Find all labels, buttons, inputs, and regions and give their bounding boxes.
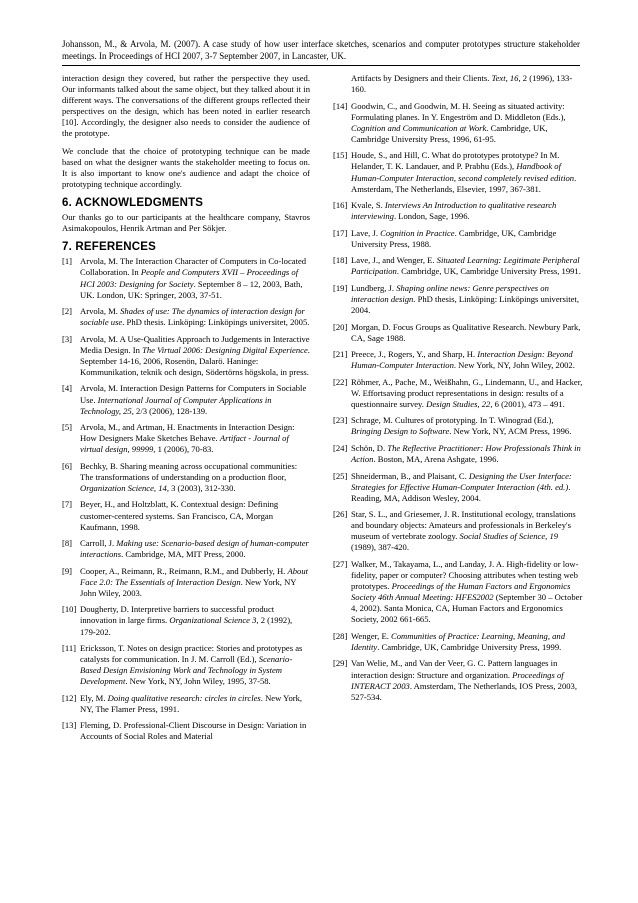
reference-item	[333, 443, 583, 465]
acknowledgments-text: Our thanks go to our participants at the healthcare company, Stavros Asimakopoulos, Henrik Artman and Per Sökjer.	[62, 212, 310, 234]
ref-post: 6 (2001), 473 – 491.	[492, 398, 565, 409]
ref-pre: Ely, M.	[80, 692, 108, 703]
ref-italic: Organizational Science 3	[169, 615, 257, 626]
ref-italic: Proceedings of the Human Factors and Ergonomics Society 46th Annual Meeting: HFES2002	[351, 581, 571, 603]
reference-number: [11]	[62, 643, 76, 654]
ref-post: . September 14-16, 2006, Rosenön, Dalarö. Haninge: Kommunikation, teknik och design, Södertörns högskola, in press.	[80, 344, 310, 377]
ref-pre: Wenger, E.	[351, 630, 392, 641]
ref-italic: About Face 2.0: The Essentials of Interaction Design	[80, 565, 309, 587]
reference-item	[333, 228, 583, 250]
reference-number: [19]	[333, 282, 348, 293]
reference-item	[333, 101, 583, 145]
reference-number: [9]	[62, 565, 73, 576]
reference-item	[333, 150, 583, 194]
ref-italic: Handbook of Human-Computer Interaction, second completely revised edition	[351, 161, 575, 183]
ref-post: . New York, NY John Wiley, 2003.	[80, 576, 297, 598]
ref-italic: Artifact - Journal of virtual design, 99999,	[80, 433, 289, 455]
reference-continuation	[333, 73, 583, 95]
ref-italic: The Reflective Practitioner: How Professionals Think in Action	[351, 442, 581, 465]
ref-pre: Lave, J.	[351, 227, 381, 238]
reference-number: [23]	[333, 415, 348, 426]
reference-item	[333, 377, 583, 410]
left-column	[62, 73, 310, 748]
reference-number: [17]	[333, 227, 348, 238]
reference-number: [24]	[333, 442, 348, 453]
reference-item	[62, 643, 310, 687]
ref-pre: Röhmer, A., Pache, M., Weißhahn, G., Lindemann, U., and Hacker, W. Effortsaving product representations in design: results of a questionnaire survey.	[351, 376, 583, 409]
ref-pre: Star, S. L., and Griesemer, J. R. Institutional ecology, translations and boundary objects: Amateurs and professionals in Berkeley's museum of vertebrate zoology.	[351, 509, 576, 542]
reference-item	[333, 559, 583, 626]
ref-post: . New York, NY, John Wiley, 1995, 37-58.	[125, 676, 271, 687]
ref-pre: Carroll, J.	[80, 538, 117, 549]
header-rule	[62, 65, 580, 66]
reference-number: [28]	[333, 630, 348, 641]
right-column	[333, 73, 583, 708]
ref-pre: Arvola, M. Interaction Design Patterns for Computers in Sociable Use.	[80, 383, 307, 405]
ref-italic: Communities of Practice: Learning, Meaning, and Identity	[351, 630, 566, 652]
reference-item	[333, 509, 583, 553]
reference-number: [6]	[62, 460, 73, 471]
ref-italic: People and Computers XVII – Proceedings of HCI 2003: Designing for Society	[80, 267, 299, 289]
ref-post: . Reading, MA, Addison Wesley, 2004.	[351, 481, 571, 503]
reference-number: [8]	[62, 538, 73, 549]
ref-italic: Interaction Design: Beyond Human-Computer Interaction	[351, 349, 573, 371]
reference-number: [21]	[333, 349, 348, 360]
ref-pre: Arvola, M. A Use-Qualities Approach to Judgements in Interactive Media Design. In	[80, 333, 310, 355]
ref-italic: Social Studies of Science, 19	[459, 531, 559, 542]
ref-post: . New York, NY, The Flamer Press, 1991.	[80, 692, 303, 714]
reference-number: [12]	[62, 692, 77, 703]
reference-item	[62, 383, 310, 416]
ref-pre: Ericksson, T. Notes on design practice: Stories and prototypes as catalysts for communication. In J. M. Carroll (Ed.),	[80, 643, 303, 665]
ref-italic: Shades of use: The dynamics of interaction design for sociable use	[80, 306, 305, 328]
ref-post: , 2 (1992), 179-202.	[80, 615, 293, 637]
ref-post: . Cambridge, MA, MIT Press, 2000.	[121, 549, 246, 560]
ref-post: . Cambridge, UK, Cambridge University Press, 1996, 61-95.	[351, 122, 548, 144]
reference-item	[333, 200, 583, 222]
ref-post: . Boston, MA, Arena Ashgate, 1996.	[373, 454, 499, 465]
acknowledgments-heading: 6. ACKNOWLEDGMENTS	[62, 196, 204, 209]
ref-post: (1989), 387-420.	[351, 542, 409, 553]
ref-post: (September 30 – October 4, 2002). Santa Monica, CA, Human Factors and Ergonomics Society, 2002 661-665.	[351, 592, 583, 625]
ref-italic: Shaping online news: Genre perspectives on interaction design	[351, 282, 549, 304]
ref-pre: Lundberg, J.	[351, 282, 397, 293]
reference-number: [3]	[62, 333, 73, 344]
reference-number: [25]	[333, 470, 348, 481]
ref-pre: Bechky, B. Sharing meaning across occupational communities: The transformations of understanding on a production floor,	[80, 460, 298, 482]
ref-pre: Morgan, D. Focus Groups as Qualitative Research. Newbury Park, CA, Sage 1988.	[351, 321, 581, 343]
reference-number: [16]	[333, 200, 348, 211]
reference-number: [18]	[333, 255, 348, 266]
reference-item	[62, 720, 310, 742]
reference-number: [15]	[333, 150, 348, 161]
reference-item	[333, 658, 583, 702]
reference-item	[333, 471, 583, 504]
reference-item	[62, 604, 310, 637]
ref-pre: Beyer, H., and Holtzblatt, K. Contextual design: Defining customer-centered systems. San Francisco, CA, Morgan Kaufmann, 1998.	[80, 499, 279, 532]
ref-post: . Cambridge, UK, Cambridge University Press, 1991.	[396, 266, 581, 277]
ref-pre: Houde, S., and Hill, C. What do prototypes prototype? In M. Helander, T. K. Landauer, and P. Prabhu (Eds.),	[351, 150, 560, 172]
reference-number: [13]	[62, 720, 77, 731]
reference-number: [27]	[333, 558, 348, 569]
ref-post: , 3 (2003), 312-330.	[166, 482, 236, 493]
ref-post: . Cambridge, UK, Cambridge University Press, 1988.	[351, 227, 557, 249]
ref-post: . New York, NY, John Wiley, 2002.	[453, 360, 575, 371]
reference-item	[62, 422, 310, 455]
reference-item	[62, 256, 310, 300]
ref-italic: International Journal of Computer Applications in Technology, 25	[80, 394, 272, 416]
reference-item	[333, 349, 583, 371]
ref-post: 2 (1996), 133-160.	[351, 73, 573, 95]
ref-post: . Amsterdam, The Netherlands, Elsevier, 1997, 367-381.	[351, 172, 577, 194]
running-header-citation: Johansson, M., & Arvola, M. (2007). A case study of how user interface sketches, scenarios and computer prototypes structure stakeholder meetings. In Proceedings of HCI 2007, 3-7 September 2007, in Lancaster, UK.	[62, 39, 580, 61]
reference-number: [4]	[62, 383, 73, 394]
reference-number: [14]	[333, 100, 348, 111]
references-heading: 7. REFERENCES	[62, 241, 156, 254]
reference-item	[62, 499, 310, 532]
reference-list-right	[333, 101, 583, 703]
ref-post: , 2/3 (2006), 128-139.	[131, 405, 208, 416]
ref-pre: Van Welie, M., and Van der Veer, G. C. Pattern languages in interaction design: Structure and organization.	[351, 658, 558, 680]
ref-italic: The Virtual 2006: Designing Digital Experience	[142, 344, 308, 355]
ref-pre: Artifacts by Designers and their Clients.	[351, 73, 492, 83]
body-paragraph: interaction design they covered, but rather the perspective they used. Our informants talked about the same object, but they talked about it in different ways. The conversations of the different groups reflected their perspectives on the design, which has been noted in earlier research [10]. Accordingly, the designer also needs to consider the audience of the prototype.	[62, 73, 310, 139]
ref-pre: Arvola, M., and Artman, H. Enactments in Interaction Design: How Designers Make Sketches Behave.	[80, 422, 295, 444]
ref-italic: Organization Science, 14	[80, 482, 167, 493]
reference-number: [5]	[62, 422, 73, 433]
ref-italic: Making use: Scenario-based design of human-computer interactions	[80, 538, 309, 560]
reference-list-left	[62, 256, 310, 742]
ref-italic: Interviews An Introduction to qualitative research interviewing	[351, 200, 557, 222]
reference-item	[333, 283, 583, 316]
ref-pre: Schön, D.	[351, 442, 388, 453]
ref-italic: Text, 16,	[491, 73, 521, 83]
reference-number: [20]	[333, 321, 348, 332]
ref-post: . New York, NY, ACM Press, 1996.	[449, 426, 572, 437]
ref-italic: Design Studies, 22,	[426, 398, 493, 409]
reference-item	[62, 566, 310, 599]
ref-pre: Dougherty, D. Interpretive barriers to successful product innovation in large firms.	[80, 604, 275, 626]
reference-number: [26]	[333, 509, 348, 520]
reference-item	[333, 631, 583, 653]
ref-pre: Preece, J., Rogers, Y., and Sharp, H.	[351, 349, 478, 360]
ref-post: . Amsterdam, The Netherlands, IOS Press, 2003, 527-534.	[351, 680, 577, 702]
body-paragraph: We conclude that the choice of prototyping technique can be made based on what the designer wants the stakeholder meeting to focus on. It is also important to know one's audience and adapt the choice of prototyping technique accordingly.	[62, 145, 310, 189]
reference-item	[333, 415, 583, 437]
ref-italic: Cognition and Communication at Work	[351, 122, 487, 133]
ref-pre: Schrage, M. Cultures of prototyping. In T. Winograd (Ed.),	[351, 415, 554, 426]
ref-pre: Goodwin, C., and Goodwin, M. H. Seeing as situated activity: Formulating planes. In Y. Engeström and D. Middleton (Eds.),	[351, 100, 566, 122]
ref-pre: Arvola, M.	[80, 306, 121, 317]
ref-pre: Shneiderman, B., and Plaisant, C.	[351, 470, 469, 481]
ref-post: . Cambridge, UK, Cambridge University Press, 1999.	[377, 641, 562, 652]
reference-item	[62, 306, 310, 328]
ref-post: . PhD thesis, Linköping: Linköpings universitet, 2004.	[351, 293, 579, 316]
ref-italic: Doing qualitative research: circles in circles	[107, 692, 261, 703]
ref-italic: Designing the User Interface: Strategies for Effective Human-Computer Interaction (4th. ed.)	[351, 470, 572, 492]
reference-item	[333, 322, 583, 344]
ref-pre: Walker, M., Takayama, L., and Landay, J. A. High-fidelity or low-fidelity, paper or computer? Choosing attributes when testing web prototypes.	[351, 558, 579, 592]
reference-item	[62, 334, 310, 378]
reference-item	[333, 255, 583, 277]
reference-item	[62, 693, 310, 715]
ref-post: . September 8 – 12, 2003, Bath, UK. London, UK: Springer, 2003, 37-51.	[80, 278, 303, 300]
reference-item	[62, 538, 310, 560]
ref-pre: Kvale, S.	[351, 200, 385, 211]
ref-pre: Lave, J., and Wenger, E.	[351, 255, 437, 266]
ref-italic: Bringing Design to Software	[351, 426, 450, 437]
reference-item	[62, 461, 310, 494]
ref-post: . London, Sage, 1996.	[393, 211, 470, 222]
ref-italic: Cognition in Practice	[380, 227, 455, 238]
ref-italic: Situated Learning: Legitimate Peripheral Participation	[351, 255, 580, 277]
ref-pre: Fleming, D. Professional-Client Discourse in Design: Variation in Accounts of Social Roles and Material	[80, 720, 307, 742]
ref-pre: Cooper, A., Reimann, R., Reimann, R.M., and Dubberly, H.	[80, 565, 288, 576]
reference-number: [1]	[62, 256, 73, 267]
ref-italic: Scenario-Based Design Envisioning Work and Technology in System Development	[80, 654, 293, 687]
reference-number: [29]	[333, 658, 348, 669]
reference-number: [2]	[62, 306, 73, 317]
reference-number: [10]	[62, 604, 77, 615]
ref-pre: Arvola, M. The Interaction Character of Computers in Co-located Collaboration. In	[80, 256, 307, 278]
ref-italic: Proceedings of INTERACT 2003	[351, 669, 564, 691]
ref-post: . PhD thesis. Linköping: Linköpings universitet, 2005.	[122, 317, 310, 328]
reference-number: [7]	[62, 499, 73, 510]
reference-number: [22]	[333, 376, 348, 387]
ref-post: 1 (2006), 70-83.	[155, 444, 214, 455]
